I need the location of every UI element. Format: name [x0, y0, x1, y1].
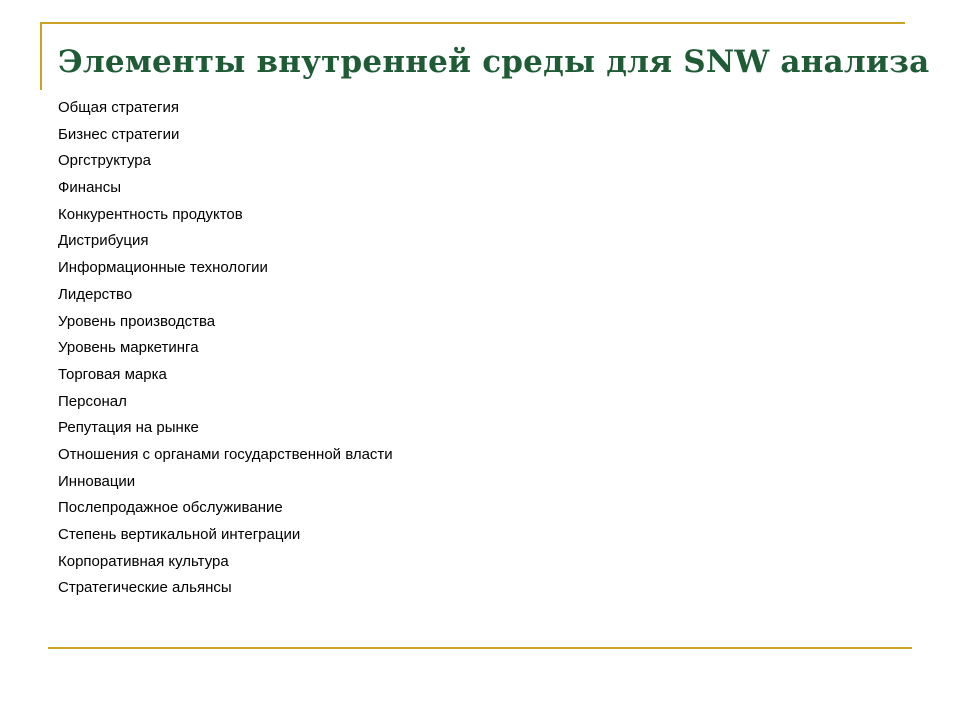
list-item: Финансы — [58, 179, 121, 197]
list-item: Информационные технологии — [58, 259, 268, 277]
list-item: Уровень маркетинга — [58, 339, 199, 357]
list-item: Персонал — [58, 392, 127, 410]
list-item: Отношения с органами государственной власти — [58, 445, 393, 463]
list-item: Степень вертикальной интеграции — [58, 526, 301, 543]
bottom-divider-line — [48, 647, 912, 649]
list-item: Торговая марка — [58, 365, 167, 383]
list-item: Дистрибуция — [58, 232, 149, 250]
left-divider-line — [40, 22, 42, 90]
list-item: Оргструктура — [58, 152, 151, 170]
list-item: Послепродажное обслуживание — [58, 499, 283, 517]
list-item: Корпоративная культура — [58, 552, 229, 570]
list-item: Стратегические альянсы — [58, 579, 232, 597]
list-item: Уровень производства — [58, 312, 216, 330]
slide-title: Элементы внутренней среды для SNW анализа — [58, 44, 930, 80]
list-item: Репутация на рынке — [58, 419, 199, 437]
list-item: Бизнес стратегии — [58, 125, 180, 143]
list-item: Лидерство — [58, 285, 133, 303]
list-item: Конкурентность продуктов — [58, 205, 243, 223]
element-list — [58, 98, 393, 605]
list-item: Инновации — [58, 472, 136, 490]
top-divider-line — [40, 22, 905, 24]
list-item: Общая стратегия — [58, 99, 179, 116]
